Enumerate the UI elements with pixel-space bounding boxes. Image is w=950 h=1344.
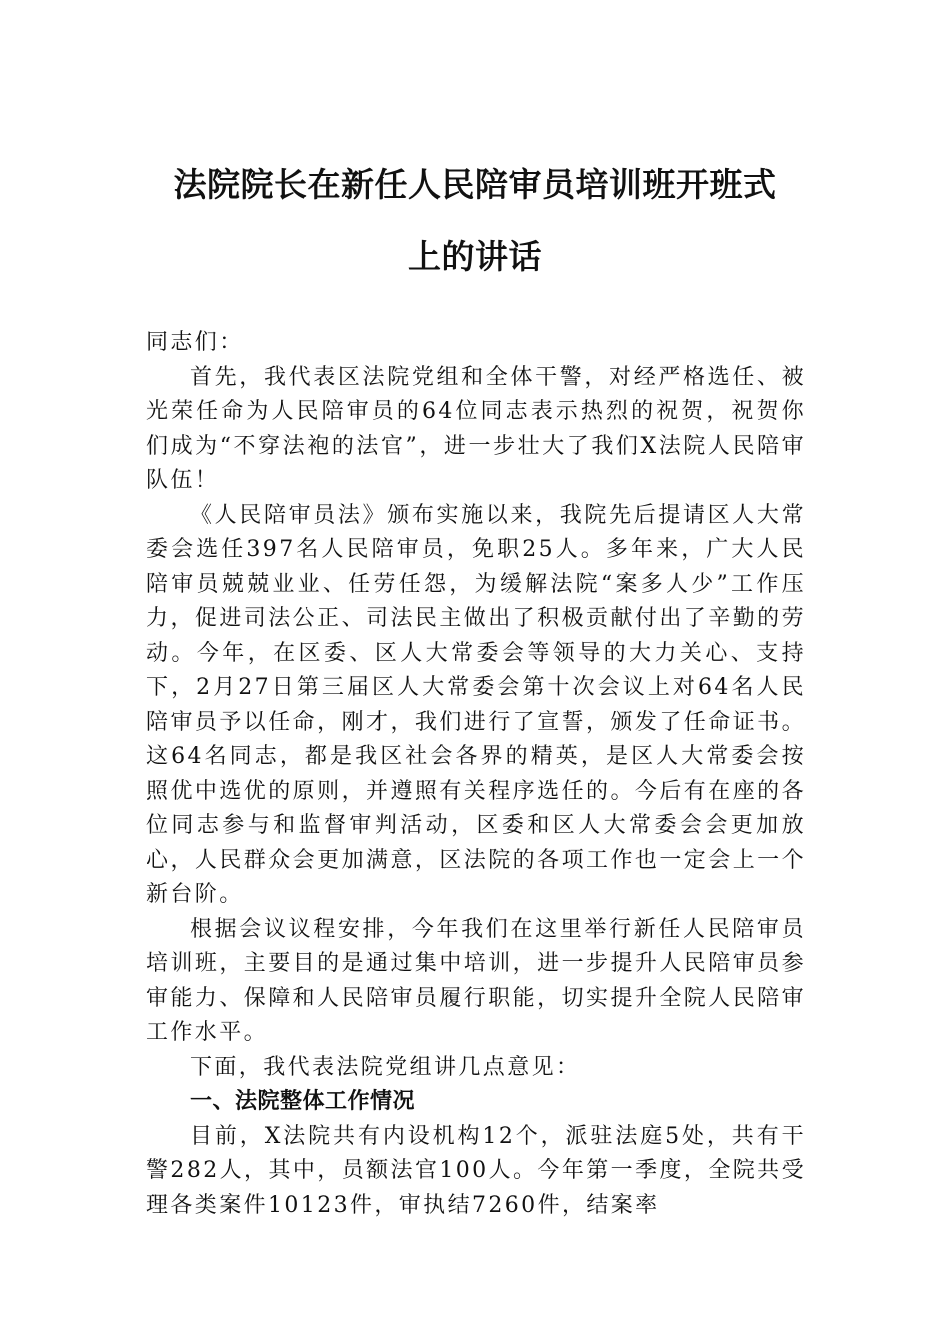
paragraph-intro-points: 下面，我代表法院党组讲几点意见： xyxy=(190,1054,581,1080)
document-body xyxy=(146,326,806,1223)
salutation: 同志们： xyxy=(146,330,244,355)
document-title-line-1: 法院院长在新任人民陪审员培训班开班式 xyxy=(173,165,777,204)
paragraph-purpose: 根据会议议程安排，今年我们在这里举行新任人民陪审员培训班，主要目的是通过集中培训，进一步提升人民陪审员参审能力、保障和人民陪审员履行职能，切实提升全院人民陪审工作水平。 xyxy=(146,916,806,1045)
paragraph-court-overview: 目前，X法院共有内设机构12个，派驻法庭5处，共有干警282人，其中，员额法官100人。今年第一季度，全院共受理各类案件10123件，审执结7260件，结案率 xyxy=(146,1123,806,1218)
paragraph-background: 《人民陪审员法》颁布实施以来，我院先后提请区人大常委会选任397名人民陪审员，免职25人。多年来，广大人民陪审员兢兢业业、任劳任怨，为缓解法院“案多人少”工作压力，促进司法公正、司法民主做出了积极贡献付出了辛勤的劳动。今年，在区委、区人大常委会等领导的大力关心、支持下，2月27日第三届区人大常委会第十次会议上对64名人民陪审员予以任命，刚才，我们进行了宣誓，颁发了任命证书。这64名同志，都是我区社会各界的精英，是区人大常委会按照优中选优的原则，并遵照有关程序选任的。今后有在座的各位同志参与和监督审判活动，区委和区人大常委会会更加放心，人民群众会更加满意，区法院的各项工作也一定会上一个新台阶。 xyxy=(146,502,806,907)
section-heading: 一、法院整体工作情况 xyxy=(190,1089,416,1114)
paragraph-congratulations: 首先，我代表区法院党组和全体干警，对经严格选任、被光荣任命为人民陪审员的64位同志表示热烈的祝贺，祝贺你们成为“不穿法袍的法官”，进一步壮大了我们X法院人民陪审队伍！ xyxy=(146,364,806,493)
document-title-line-2: 上的讲话 xyxy=(408,237,542,276)
